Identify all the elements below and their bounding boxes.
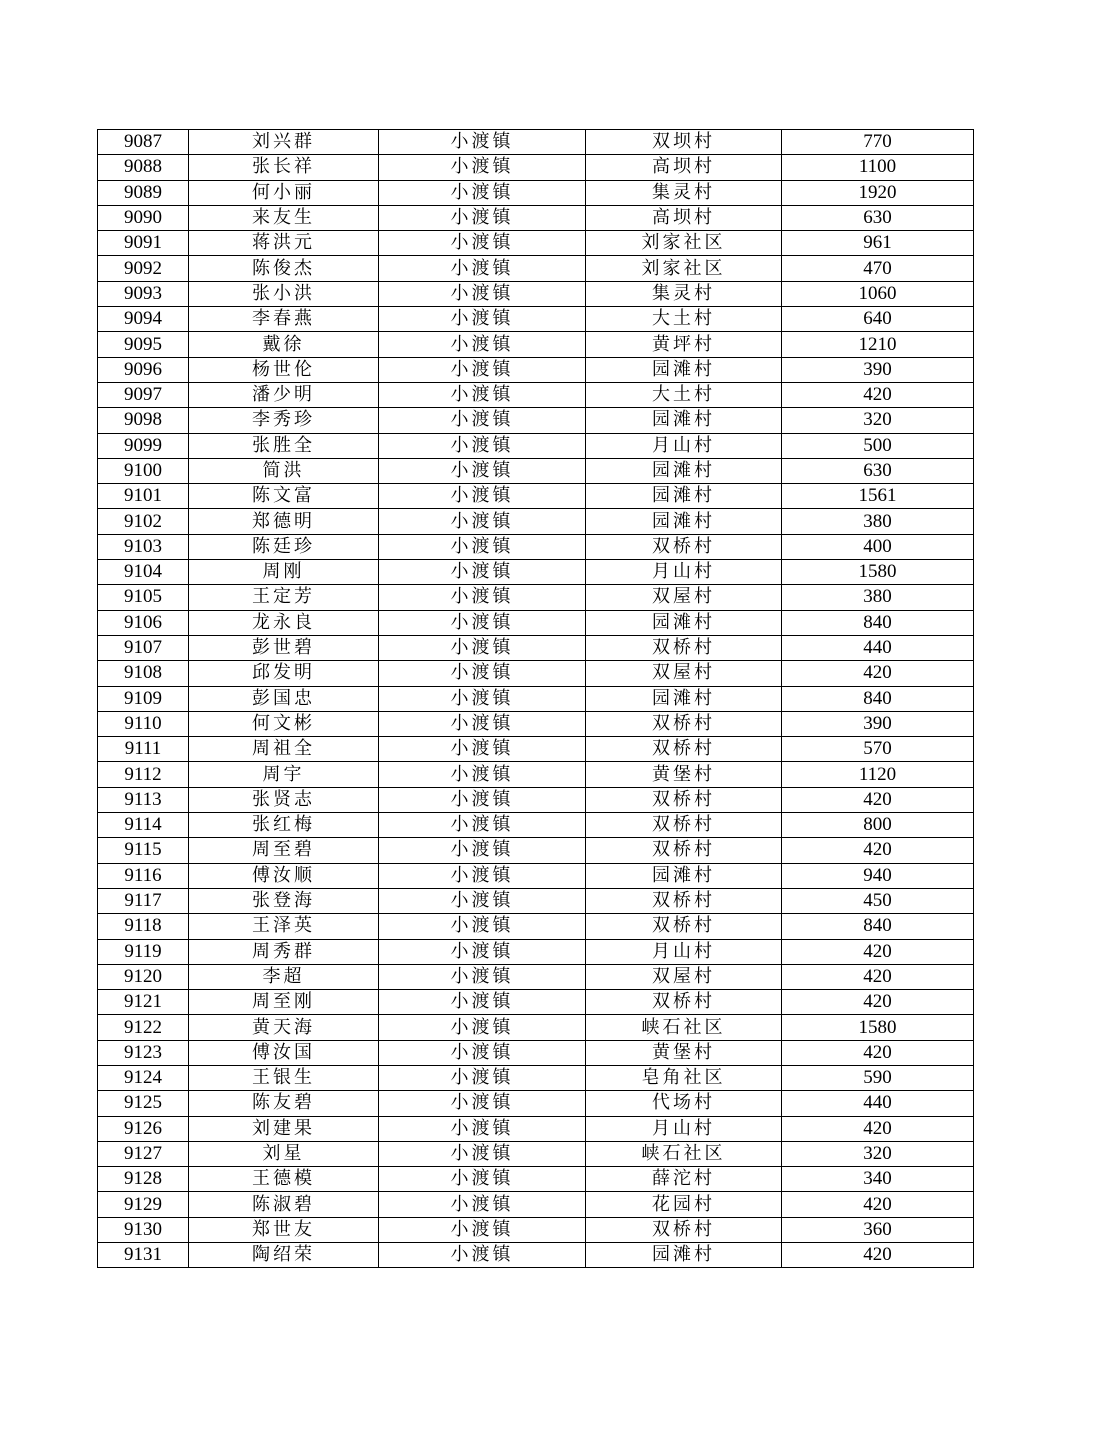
cell-id: 9087 [98, 130, 189, 155]
cell-village: 黄堡村 [586, 762, 782, 787]
table-row [98, 813, 974, 838]
cell-town: 小渡镇 [379, 1167, 586, 1192]
cell-name: 张长祥 [189, 155, 379, 180]
cell-id: 9097 [98, 382, 189, 407]
cell-town: 小渡镇 [379, 610, 586, 635]
cell-town: 小渡镇 [379, 281, 586, 306]
table-row [98, 130, 974, 155]
cell-amount: 420 [782, 1243, 974, 1268]
table-row [98, 711, 974, 736]
table-row [98, 990, 974, 1015]
table-row [98, 256, 974, 281]
cell-village: 园滩村 [586, 408, 782, 433]
cell-town: 小渡镇 [379, 1091, 586, 1116]
cell-village: 双桥村 [586, 838, 782, 863]
cell-village: 薛沱村 [586, 1167, 782, 1192]
cell-town: 小渡镇 [379, 408, 586, 433]
cell-name: 周秀群 [189, 939, 379, 964]
cell-village: 双屋村 [586, 964, 782, 989]
table-row [98, 458, 974, 483]
cell-id: 9114 [98, 813, 189, 838]
cell-id: 9121 [98, 990, 189, 1015]
cell-village: 月山村 [586, 433, 782, 458]
table-row [98, 1116, 974, 1141]
cell-amount: 420 [782, 787, 974, 812]
cell-village: 大土村 [586, 382, 782, 407]
cell-village: 双桥村 [586, 813, 782, 838]
cell-village: 大土村 [586, 307, 782, 332]
table-row [98, 408, 974, 433]
cell-name: 龙永良 [189, 610, 379, 635]
cell-amount: 420 [782, 1040, 974, 1065]
cell-village: 双桥村 [586, 737, 782, 762]
cell-name: 刘星 [189, 1141, 379, 1166]
cell-town: 小渡镇 [379, 534, 586, 559]
cell-name: 刘建果 [189, 1116, 379, 1141]
cell-village: 月山村 [586, 560, 782, 585]
cell-town: 小渡镇 [379, 762, 586, 787]
cell-village: 园滩村 [586, 509, 782, 534]
cell-town: 小渡镇 [379, 307, 586, 332]
cell-village: 园滩村 [586, 863, 782, 888]
cell-id: 9104 [98, 560, 189, 585]
cell-name: 周至碧 [189, 838, 379, 863]
table-row [98, 332, 974, 357]
cell-name: 杨世伦 [189, 357, 379, 382]
cell-village: 双桥村 [586, 914, 782, 939]
cell-amount: 420 [782, 964, 974, 989]
cell-id: 9106 [98, 610, 189, 635]
cell-town: 小渡镇 [379, 964, 586, 989]
cell-name: 张贤志 [189, 787, 379, 812]
cell-amount: 420 [782, 1192, 974, 1217]
cell-name: 彭世碧 [189, 635, 379, 660]
cell-amount: 840 [782, 610, 974, 635]
cell-name: 潘少明 [189, 382, 379, 407]
cell-town: 小渡镇 [379, 990, 586, 1015]
cell-name: 李超 [189, 964, 379, 989]
cell-id: 9092 [98, 256, 189, 281]
table-row [98, 1192, 974, 1217]
cell-amount: 630 [782, 205, 974, 230]
table-row [98, 1040, 974, 1065]
cell-town: 小渡镇 [379, 863, 586, 888]
cell-amount: 570 [782, 737, 974, 762]
cell-name: 蒋洪元 [189, 231, 379, 256]
cell-village: 双桥村 [586, 787, 782, 812]
cell-amount: 400 [782, 534, 974, 559]
table-row [98, 1141, 974, 1166]
cell-town: 小渡镇 [379, 1065, 586, 1090]
table-row [98, 661, 974, 686]
cell-village: 双桥村 [586, 635, 782, 660]
cell-name: 陈淑碧 [189, 1192, 379, 1217]
cell-amount: 1920 [782, 180, 974, 205]
cell-name: 陈俊杰 [189, 256, 379, 281]
cell-town: 小渡镇 [379, 787, 586, 812]
cell-amount: 380 [782, 509, 974, 534]
cell-amount: 440 [782, 635, 974, 660]
cell-village: 园滩村 [586, 458, 782, 483]
cell-id: 9091 [98, 231, 189, 256]
table-row [98, 307, 974, 332]
cell-amount: 450 [782, 888, 974, 913]
cell-village: 园滩村 [586, 686, 782, 711]
cell-name: 简洪 [189, 458, 379, 483]
cell-amount: 470 [782, 256, 974, 281]
cell-name: 陈文富 [189, 484, 379, 509]
cell-name: 何小丽 [189, 180, 379, 205]
cell-amount: 340 [782, 1167, 974, 1192]
cell-amount: 420 [782, 661, 974, 686]
cell-town: 小渡镇 [379, 813, 586, 838]
cell-town: 小渡镇 [379, 256, 586, 281]
cell-id: 9131 [98, 1243, 189, 1268]
cell-name: 彭国忠 [189, 686, 379, 711]
cell-name: 邱发明 [189, 661, 379, 686]
cell-name: 傅汝国 [189, 1040, 379, 1065]
cell-town: 小渡镇 [379, 433, 586, 458]
cell-amount: 1580 [782, 1015, 974, 1040]
cell-id: 9098 [98, 408, 189, 433]
cell-amount: 1060 [782, 281, 974, 306]
table-row [98, 888, 974, 913]
table-row [98, 737, 974, 762]
cell-village: 双屋村 [586, 661, 782, 686]
cell-town: 小渡镇 [379, 180, 586, 205]
cell-id: 9129 [98, 1192, 189, 1217]
cell-town: 小渡镇 [379, 332, 586, 357]
table-row [98, 610, 974, 635]
cell-name: 王银生 [189, 1065, 379, 1090]
cell-name: 周祖全 [189, 737, 379, 762]
cell-name: 郑世友 [189, 1217, 379, 1242]
cell-town: 小渡镇 [379, 585, 586, 610]
table-row [98, 939, 974, 964]
table-row [98, 838, 974, 863]
cell-town: 小渡镇 [379, 838, 586, 863]
cell-amount: 640 [782, 307, 974, 332]
cell-town: 小渡镇 [379, 914, 586, 939]
cell-id: 9088 [98, 155, 189, 180]
cell-id: 9124 [98, 1065, 189, 1090]
cell-amount: 940 [782, 863, 974, 888]
cell-name: 张登海 [189, 888, 379, 913]
table-row [98, 787, 974, 812]
cell-amount: 320 [782, 1141, 974, 1166]
cell-town: 小渡镇 [379, 155, 586, 180]
cell-name: 戴徐 [189, 332, 379, 357]
cell-amount: 1210 [782, 332, 974, 357]
cell-amount: 390 [782, 711, 974, 736]
cell-village: 双坝村 [586, 130, 782, 155]
cell-name: 陶绍荣 [189, 1243, 379, 1268]
cell-amount: 360 [782, 1217, 974, 1242]
cell-id: 9119 [98, 939, 189, 964]
cell-village: 高坝村 [586, 205, 782, 230]
cell-id: 9105 [98, 585, 189, 610]
cell-id: 9127 [98, 1141, 189, 1166]
cell-village: 双桥村 [586, 1217, 782, 1242]
cell-village: 月山村 [586, 1116, 782, 1141]
cell-id: 9103 [98, 534, 189, 559]
cell-amount: 420 [782, 382, 974, 407]
table-row [98, 560, 974, 585]
cell-name: 张红梅 [189, 813, 379, 838]
cell-name: 周宇 [189, 762, 379, 787]
cell-town: 小渡镇 [379, 1141, 586, 1166]
cell-town: 小渡镇 [379, 661, 586, 686]
cell-village: 高坝村 [586, 155, 782, 180]
table-row [98, 382, 974, 407]
cell-town: 小渡镇 [379, 1116, 586, 1141]
table-row [98, 433, 974, 458]
cell-town: 小渡镇 [379, 635, 586, 660]
data-table [97, 129, 974, 1268]
cell-village: 花园村 [586, 1192, 782, 1217]
cell-amount: 380 [782, 585, 974, 610]
table-row [98, 509, 974, 534]
cell-name: 王定芳 [189, 585, 379, 610]
cell-town: 小渡镇 [379, 888, 586, 913]
cell-town: 小渡镇 [379, 509, 586, 534]
cell-village: 双桥村 [586, 534, 782, 559]
cell-village: 双屋村 [586, 585, 782, 610]
cell-id: 9102 [98, 509, 189, 534]
table-row [98, 964, 974, 989]
table-row [98, 686, 974, 711]
cell-name: 李秀珍 [189, 408, 379, 433]
cell-amount: 1561 [782, 484, 974, 509]
cell-name: 李春燕 [189, 307, 379, 332]
cell-name: 何文彬 [189, 711, 379, 736]
cell-id: 9117 [98, 888, 189, 913]
cell-amount: 420 [782, 939, 974, 964]
table-row [98, 635, 974, 660]
table-row [98, 484, 974, 509]
cell-amount: 590 [782, 1065, 974, 1090]
cell-amount: 390 [782, 357, 974, 382]
cell-id: 9112 [98, 762, 189, 787]
table-row [98, 863, 974, 888]
cell-town: 小渡镇 [379, 357, 586, 382]
cell-id: 9130 [98, 1217, 189, 1242]
cell-town: 小渡镇 [379, 1040, 586, 1065]
cell-name: 郑德明 [189, 509, 379, 534]
cell-town: 小渡镇 [379, 205, 586, 230]
table-row [98, 762, 974, 787]
cell-town: 小渡镇 [379, 939, 586, 964]
cell-id: 9089 [98, 180, 189, 205]
cell-id: 9128 [98, 1167, 189, 1192]
cell-village: 黄坪村 [586, 332, 782, 357]
cell-id: 9090 [98, 205, 189, 230]
table-row [98, 914, 974, 939]
cell-id: 9109 [98, 686, 189, 711]
cell-amount: 961 [782, 231, 974, 256]
cell-village: 园滩村 [586, 357, 782, 382]
cell-id: 9126 [98, 1116, 189, 1141]
cell-name: 傅汝顺 [189, 863, 379, 888]
cell-amount: 1580 [782, 560, 974, 585]
cell-id: 9101 [98, 484, 189, 509]
cell-village: 双桥村 [586, 711, 782, 736]
cell-id: 9125 [98, 1091, 189, 1116]
cell-village: 集灵村 [586, 180, 782, 205]
cell-name: 黄天海 [189, 1015, 379, 1040]
cell-amount: 1100 [782, 155, 974, 180]
cell-amount: 840 [782, 914, 974, 939]
cell-town: 小渡镇 [379, 458, 586, 483]
cell-id: 9110 [98, 711, 189, 736]
cell-town: 小渡镇 [379, 1217, 586, 1242]
cell-village: 园滩村 [586, 484, 782, 509]
cell-id: 9093 [98, 281, 189, 306]
cell-name: 王泽英 [189, 914, 379, 939]
table-row [98, 1243, 974, 1268]
cell-id: 9123 [98, 1040, 189, 1065]
cell-village: 峡石社区 [586, 1141, 782, 1166]
cell-village: 双桥村 [586, 990, 782, 1015]
cell-id: 9094 [98, 307, 189, 332]
cell-town: 小渡镇 [379, 737, 586, 762]
cell-amount: 440 [782, 1091, 974, 1116]
cell-amount: 420 [782, 1116, 974, 1141]
cell-id: 9122 [98, 1015, 189, 1040]
cell-id: 9107 [98, 635, 189, 660]
cell-amount: 420 [782, 838, 974, 863]
cell-village: 集灵村 [586, 281, 782, 306]
cell-village: 月山村 [586, 939, 782, 964]
table-row [98, 205, 974, 230]
cell-name: 来友生 [189, 205, 379, 230]
cell-village: 峡石社区 [586, 1015, 782, 1040]
cell-village: 园滩村 [586, 1243, 782, 1268]
cell-id: 9118 [98, 914, 189, 939]
cell-id: 9113 [98, 787, 189, 812]
cell-amount: 320 [782, 408, 974, 433]
cell-id: 9111 [98, 737, 189, 762]
cell-name: 张胜全 [189, 433, 379, 458]
table-row [98, 281, 974, 306]
cell-id: 9100 [98, 458, 189, 483]
cell-village: 黄堡村 [586, 1040, 782, 1065]
table-body [98, 130, 974, 1268]
cell-village: 园滩村 [586, 610, 782, 635]
cell-town: 小渡镇 [379, 130, 586, 155]
table-row [98, 1167, 974, 1192]
cell-village: 双桥村 [586, 888, 782, 913]
cell-amount: 420 [782, 990, 974, 1015]
table-row [98, 155, 974, 180]
table-row [98, 180, 974, 205]
cell-village: 代场村 [586, 1091, 782, 1116]
cell-amount: 800 [782, 813, 974, 838]
cell-id: 9116 [98, 863, 189, 888]
cell-id: 9108 [98, 661, 189, 686]
cell-village: 皂角社区 [586, 1065, 782, 1090]
cell-amount: 1120 [782, 762, 974, 787]
cell-name: 张小洪 [189, 281, 379, 306]
cell-id: 9096 [98, 357, 189, 382]
table-row [98, 231, 974, 256]
cell-town: 小渡镇 [379, 1192, 586, 1217]
table-row [98, 1217, 974, 1242]
cell-town: 小渡镇 [379, 484, 586, 509]
cell-village: 刘家社区 [586, 231, 782, 256]
cell-name: 陈廷珍 [189, 534, 379, 559]
cell-name: 周刚 [189, 560, 379, 585]
cell-amount: 770 [782, 130, 974, 155]
cell-id: 9095 [98, 332, 189, 357]
cell-village: 刘家社区 [586, 256, 782, 281]
cell-amount: 500 [782, 433, 974, 458]
cell-amount: 840 [782, 686, 974, 711]
table-row [98, 585, 974, 610]
cell-name: 刘兴群 [189, 130, 379, 155]
cell-town: 小渡镇 [379, 560, 586, 585]
cell-name: 陈友碧 [189, 1091, 379, 1116]
table-row [98, 1091, 974, 1116]
table-row [98, 1015, 974, 1040]
cell-id: 9115 [98, 838, 189, 863]
cell-town: 小渡镇 [379, 1243, 586, 1268]
cell-name: 周至刚 [189, 990, 379, 1015]
table-row [98, 1065, 974, 1090]
cell-amount: 630 [782, 458, 974, 483]
cell-name: 王德模 [189, 1167, 379, 1192]
cell-town: 小渡镇 [379, 1015, 586, 1040]
cell-id: 9099 [98, 433, 189, 458]
table-row [98, 534, 974, 559]
cell-town: 小渡镇 [379, 711, 586, 736]
cell-id: 9120 [98, 964, 189, 989]
table-row [98, 357, 974, 382]
cell-town: 小渡镇 [379, 231, 586, 256]
cell-town: 小渡镇 [379, 382, 586, 407]
cell-town: 小渡镇 [379, 686, 586, 711]
